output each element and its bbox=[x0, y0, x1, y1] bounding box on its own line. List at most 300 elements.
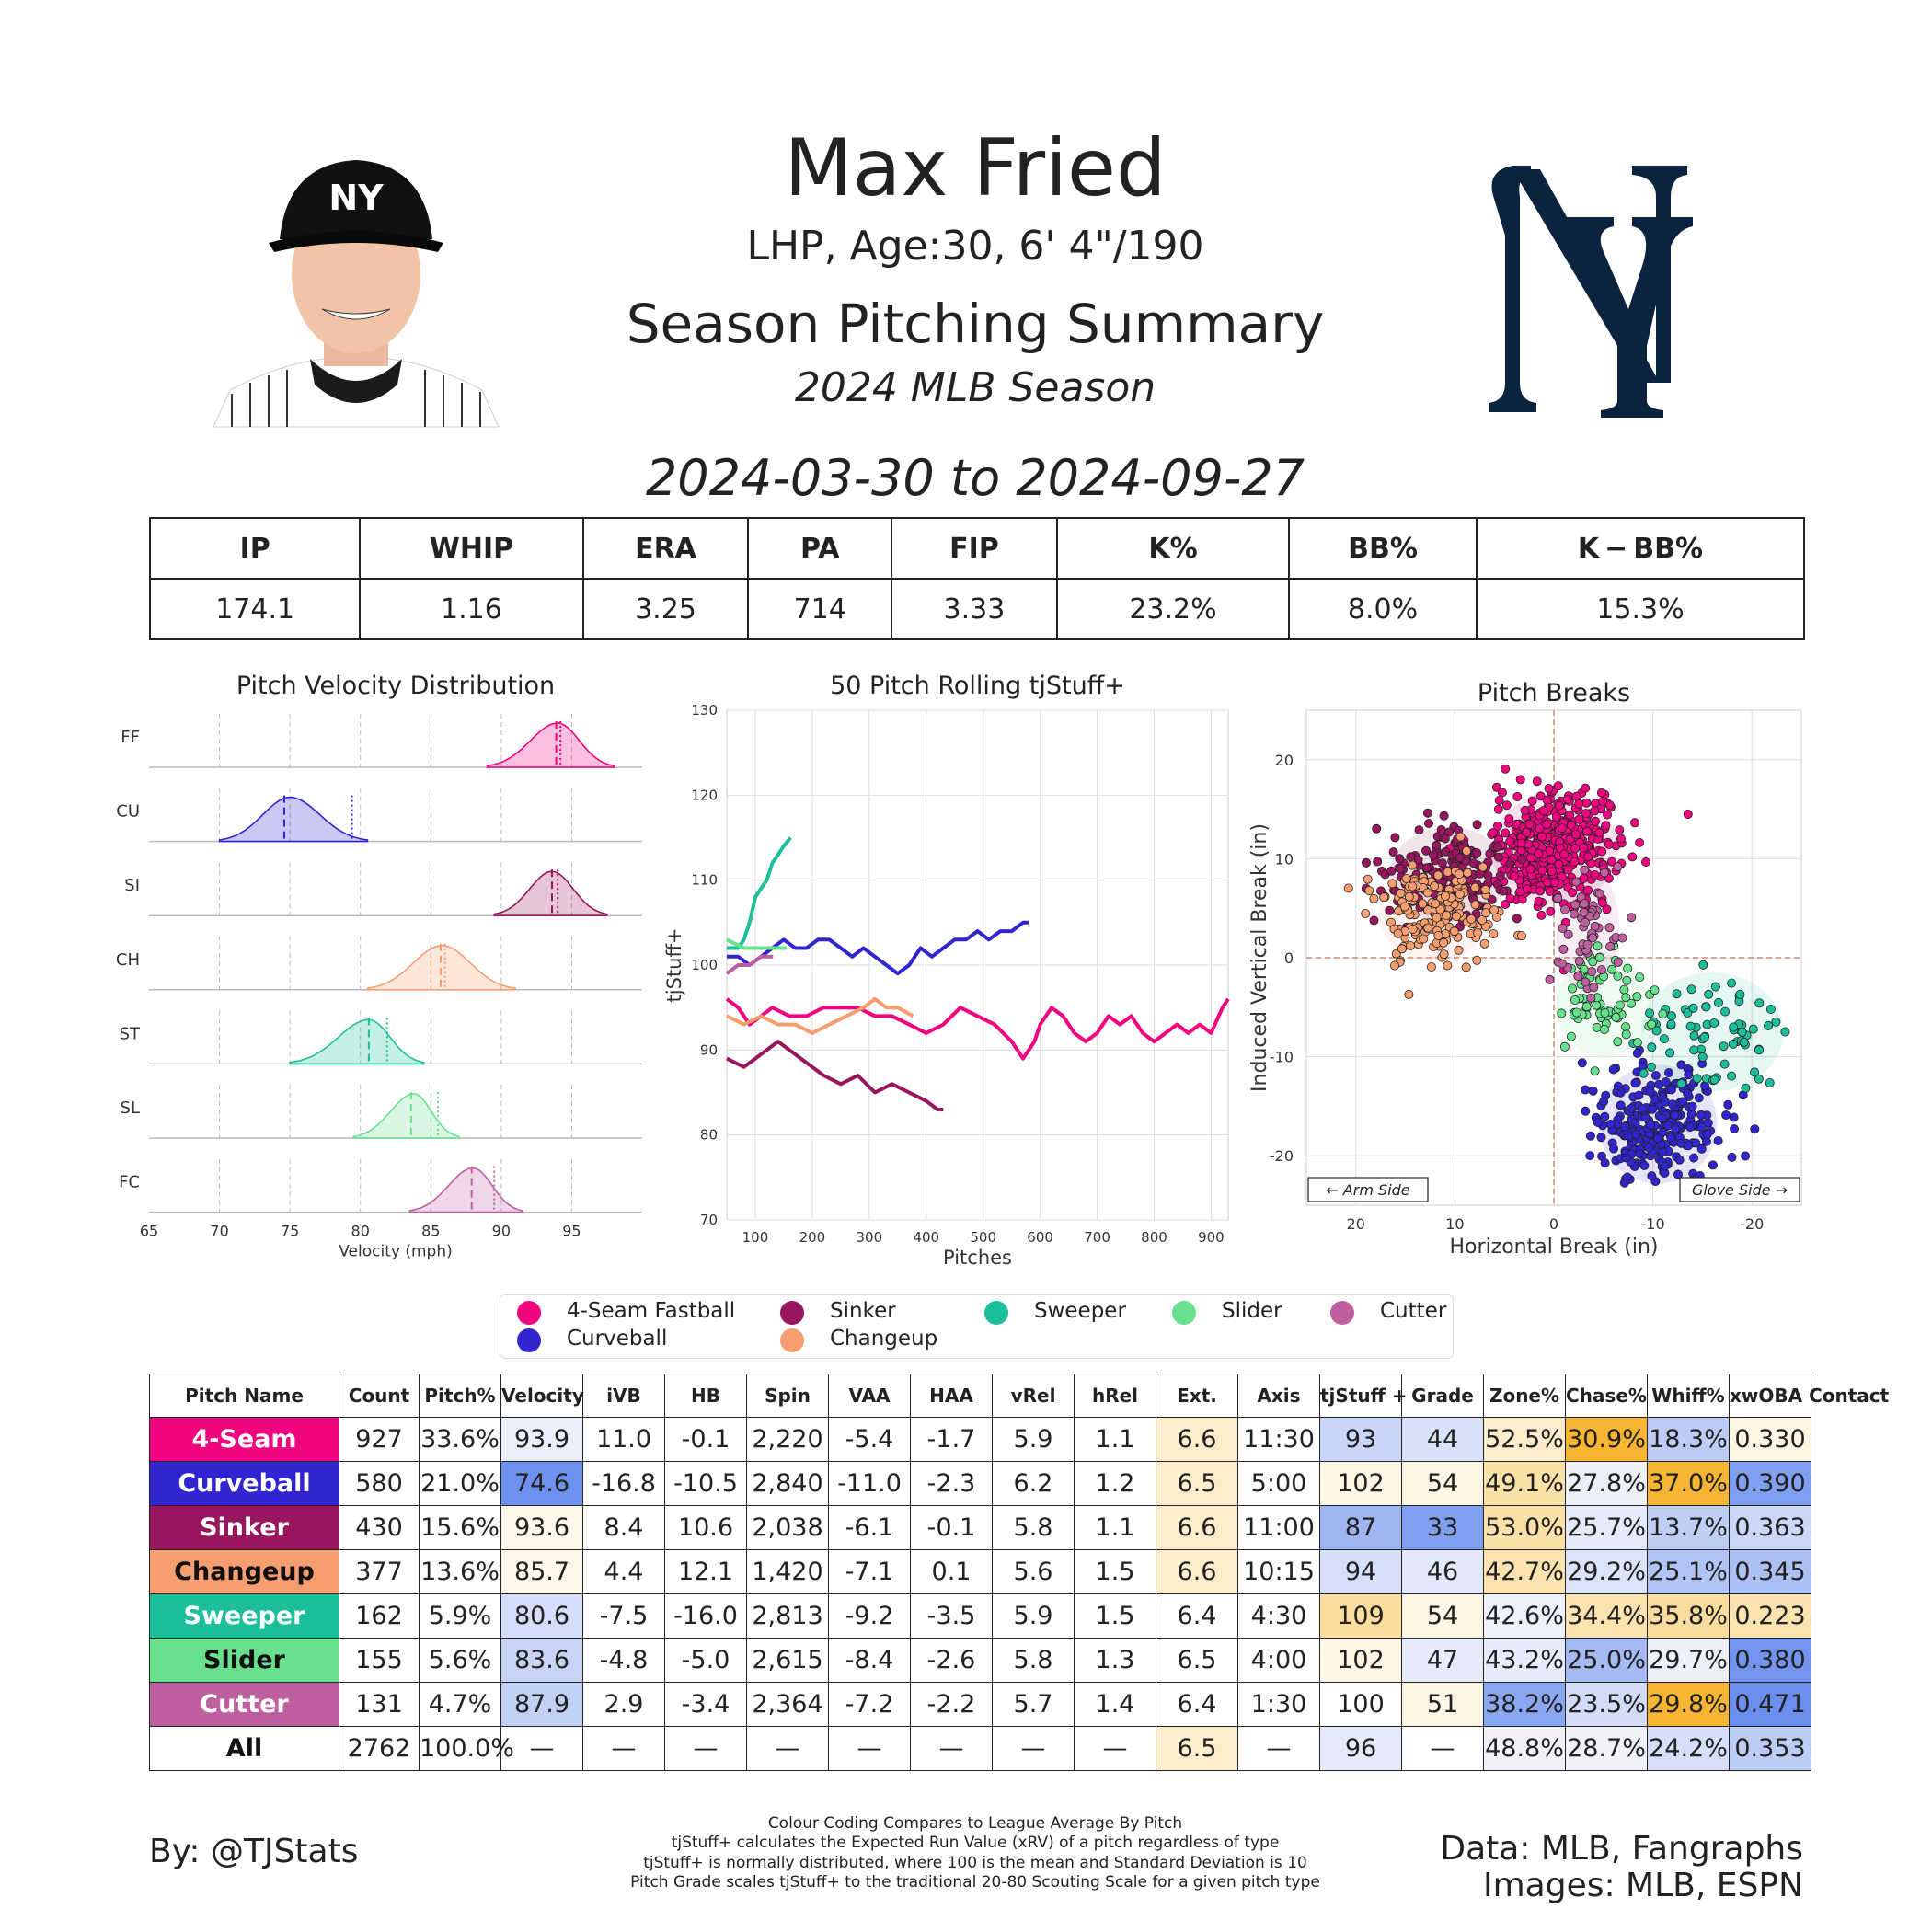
pitch-point bbox=[1409, 861, 1417, 869]
x-axis-label: Pitches bbox=[943, 1247, 1012, 1269]
x-tick-label: -10 bbox=[1640, 1215, 1665, 1233]
pitch-point bbox=[1473, 849, 1481, 857]
pitch-point bbox=[1568, 984, 1576, 993]
pitch-metric-cell: -1.7 bbox=[911, 1418, 993, 1462]
pitch-point bbox=[1695, 1094, 1703, 1102]
y-tick-label: 110 bbox=[691, 871, 718, 889]
pitch-metric-cell: 6.6 bbox=[1156, 1550, 1238, 1594]
pitch-point bbox=[1587, 994, 1595, 1002]
x-tick-label: 80 bbox=[351, 1222, 370, 1240]
pitch-point bbox=[1623, 976, 1631, 984]
pitch-metric-cell: 54 bbox=[1402, 1462, 1484, 1506]
chart-title: Pitch Breaks bbox=[1477, 679, 1631, 707]
pitch-metric-cell: 162 bbox=[339, 1594, 420, 1639]
pitch-point bbox=[1441, 834, 1449, 843]
pitch-point bbox=[1633, 993, 1641, 1001]
pitch-point bbox=[1696, 1110, 1705, 1119]
pitch-point bbox=[1456, 833, 1465, 841]
pitch-metric-cell: 29.2% bbox=[1566, 1550, 1648, 1594]
pitch-metric-cell: -2.2 bbox=[911, 1683, 993, 1727]
pitch-point bbox=[1730, 1124, 1738, 1133]
pitch-point bbox=[1578, 1059, 1586, 1067]
stat-value: 174.1 bbox=[150, 579, 360, 639]
pitch-point bbox=[1501, 765, 1510, 773]
pitch-point bbox=[1437, 825, 1445, 834]
pitch-point bbox=[1631, 1079, 1639, 1087]
pitch-point bbox=[1593, 942, 1602, 950]
author-credit: By: @TJStats bbox=[149, 1833, 359, 1870]
pitch-point bbox=[1659, 1148, 1667, 1156]
pitch-table-header-cell: vRel bbox=[993, 1374, 1075, 1418]
pitch-point bbox=[1698, 1052, 1707, 1061]
pitch-point bbox=[1586, 1152, 1594, 1160]
pitch-point bbox=[1628, 853, 1637, 861]
pitch-metric-cell: 6.5 bbox=[1156, 1727, 1238, 1771]
pitch-table-header-cell: Axis bbox=[1238, 1374, 1320, 1418]
pitch-point bbox=[1389, 848, 1397, 857]
pitch-point bbox=[1547, 907, 1555, 915]
pitch-point bbox=[1751, 1125, 1759, 1133]
pitch-point bbox=[1387, 867, 1396, 875]
stat-header: PA bbox=[748, 518, 891, 579]
pitch-metric-cell: 11.0 bbox=[583, 1418, 665, 1462]
pitch-point bbox=[1466, 876, 1474, 884]
pitch-metric-cell: 11:00 bbox=[1238, 1506, 1320, 1550]
pitch-breaks-chart bbox=[1233, 662, 1822, 1270]
pitch-point bbox=[1766, 1005, 1775, 1013]
pitch-point bbox=[1493, 843, 1501, 851]
pitch-table-header-cell: VAA bbox=[829, 1374, 911, 1418]
pitch-point bbox=[1397, 889, 1405, 897]
pitch-point bbox=[1517, 839, 1525, 847]
pitch-metric-cell: 8.4 bbox=[583, 1506, 665, 1550]
pitch-point bbox=[1668, 1100, 1676, 1109]
pitch-point bbox=[1558, 960, 1566, 968]
pitch-point bbox=[1455, 854, 1464, 862]
pitch-metric-cell: 430 bbox=[339, 1506, 420, 1550]
pitch-point bbox=[1714, 998, 1722, 1006]
pitch-point bbox=[1658, 1114, 1666, 1122]
pitch-point bbox=[1690, 1154, 1698, 1162]
pitch-table-row bbox=[150, 1418, 1811, 1462]
pitch-metric-cell: -2.6 bbox=[911, 1639, 993, 1683]
pitch-point bbox=[1586, 1132, 1594, 1140]
pitch-point bbox=[1489, 929, 1498, 937]
pitch-name-cell: Slider bbox=[150, 1639, 339, 1683]
pitch-point bbox=[1765, 1078, 1774, 1087]
y-tick-label: 70 bbox=[699, 1212, 718, 1228]
pitch-metric-cell: 47 bbox=[1402, 1639, 1484, 1683]
pitch-metric-cell: 5.9 bbox=[993, 1594, 1075, 1639]
pitch-metric-cell: — bbox=[829, 1727, 911, 1771]
pitch-point bbox=[1502, 801, 1511, 810]
pitch-point bbox=[1575, 815, 1583, 823]
pitch-point bbox=[1666, 1049, 1674, 1057]
pitch-point bbox=[1641, 857, 1650, 866]
y-tick-label: 120 bbox=[691, 787, 718, 804]
pitch-point bbox=[1591, 1067, 1599, 1075]
pitch-point bbox=[1432, 900, 1440, 908]
pitch-metric-cell: 102 bbox=[1320, 1462, 1402, 1506]
pitch-point bbox=[1584, 853, 1593, 861]
pitch-metric-cell: 48.8% bbox=[1484, 1727, 1566, 1771]
pitch-point bbox=[1516, 776, 1524, 784]
pitch-metric-cell: 5.9% bbox=[420, 1594, 501, 1639]
x-tick-label: 0 bbox=[1548, 1215, 1559, 1233]
pitch-point bbox=[1563, 795, 1571, 803]
pitch-name-cell: Curveball bbox=[150, 1462, 339, 1506]
footnote: tjStuff+ is normally distributed, where 100 is the mean and Standard Deviation is 10 bbox=[643, 1853, 1307, 1872]
pitch-metric-cell: -16.8 bbox=[583, 1462, 665, 1506]
pitch-table-header-cell: hRel bbox=[1075, 1374, 1156, 1418]
pitch-metric-cell: 74.6 bbox=[501, 1462, 583, 1506]
team-logo bbox=[1476, 153, 1715, 420]
pitch-metric-cell: — bbox=[1402, 1727, 1484, 1771]
y-tick-label: 100 bbox=[691, 957, 718, 973]
pitch-metric-cell: -7.5 bbox=[583, 1594, 665, 1639]
arm-side-label: ← Arm Side bbox=[1326, 1181, 1410, 1199]
pitch-table-header-cell: xwOBA Contact bbox=[1730, 1374, 1811, 1418]
x-tick-label: 700 bbox=[1084, 1229, 1110, 1246]
pitch-name-cell: Changeup bbox=[150, 1550, 339, 1594]
pitch-point bbox=[1572, 792, 1581, 800]
pitch-point bbox=[1649, 1105, 1657, 1113]
legend-swatch bbox=[517, 1301, 541, 1325]
pitch-point bbox=[1581, 918, 1589, 926]
x-tick-label: 300 bbox=[856, 1229, 883, 1246]
player-headshot bbox=[213, 155, 499, 427]
pitch-metric-cell: 131 bbox=[339, 1683, 420, 1727]
pitch-point bbox=[1580, 908, 1588, 916]
stat-value: 23.2% bbox=[1057, 579, 1289, 639]
pitch-point bbox=[1622, 1154, 1630, 1162]
pitch-metric-cell: 5:00 bbox=[1238, 1462, 1320, 1506]
pitch-metric-cell: — bbox=[1238, 1727, 1320, 1771]
pitch-metric-cell: — bbox=[501, 1727, 583, 1771]
pitch-metric-cell: 21.0% bbox=[420, 1462, 501, 1506]
pitch-table-row bbox=[150, 1506, 1811, 1550]
density-curve bbox=[353, 1094, 459, 1138]
pitch-point bbox=[1570, 910, 1578, 918]
pitch-table-header-cell: Pitch% bbox=[420, 1374, 501, 1418]
cluster-ellipse bbox=[1641, 972, 1784, 1091]
pitch-metric-cell: — bbox=[665, 1727, 747, 1771]
pitch-point bbox=[1480, 939, 1489, 948]
footnote: Colour Coding Compares to League Average By Pitch bbox=[767, 1814, 1183, 1833]
pitch-point bbox=[1614, 1038, 1622, 1046]
pitch-point bbox=[1558, 824, 1566, 833]
pitch-point bbox=[1633, 1049, 1641, 1057]
pitch-point bbox=[1730, 1113, 1738, 1121]
x-tick-label: 95 bbox=[562, 1222, 581, 1240]
pitch-metric-cell: 10.6 bbox=[665, 1506, 747, 1550]
pitch-point bbox=[1711, 983, 1719, 991]
y-tick-label: 130 bbox=[691, 702, 718, 719]
pitch-metric-cell: 25.7% bbox=[1566, 1506, 1648, 1550]
pitch-point bbox=[1539, 807, 1547, 815]
pitch-point bbox=[1581, 810, 1590, 818]
pitch-point bbox=[1570, 995, 1579, 1004]
pitch-metric-cell: 11:30 bbox=[1238, 1418, 1320, 1462]
y-tick-label: 90 bbox=[699, 1041, 718, 1059]
pitch-metric-cell: -0.1 bbox=[911, 1506, 993, 1550]
stat-header: FIP bbox=[891, 518, 1057, 579]
pitch-metric-cell: 2,220 bbox=[747, 1418, 829, 1462]
pitch-point bbox=[1673, 990, 1681, 998]
pitch-point bbox=[1646, 1009, 1654, 1018]
pitch-metric-cell: 29.8% bbox=[1648, 1683, 1730, 1727]
pitch-point bbox=[1523, 885, 1531, 893]
pitch-point bbox=[1406, 941, 1414, 949]
legend-label: Changeup bbox=[830, 1327, 938, 1351]
pitch-point bbox=[1624, 964, 1632, 972]
pitch-point bbox=[1391, 834, 1399, 842]
pitch-metric-cell: 15.6% bbox=[420, 1506, 501, 1550]
pitch-point bbox=[1374, 857, 1382, 866]
pitch-point bbox=[1686, 1022, 1695, 1030]
pitch-point bbox=[1595, 890, 1604, 898]
y-axis-label: Induced Vertical Break (in) bbox=[1248, 823, 1271, 1092]
pitch-metric-cell: 2.9 bbox=[583, 1683, 665, 1727]
pitch-point bbox=[1765, 1021, 1773, 1029]
pitch-metric-cell: 37.0% bbox=[1648, 1462, 1730, 1506]
pitch-point bbox=[1600, 868, 1608, 877]
pitch-point bbox=[1612, 1013, 1620, 1021]
x-tick-label: -20 bbox=[1740, 1215, 1765, 1233]
pitch-point bbox=[1424, 819, 1432, 827]
pitch-point bbox=[1537, 833, 1546, 841]
pitch-point bbox=[1614, 958, 1622, 966]
pitch-metric-cell: 4:00 bbox=[1238, 1639, 1320, 1683]
y-tick-label: 10 bbox=[1274, 850, 1294, 868]
pitch-point bbox=[1616, 826, 1624, 834]
pitch-point bbox=[1661, 1162, 1669, 1170]
pitch-point bbox=[1589, 1087, 1597, 1095]
density-curve bbox=[488, 723, 615, 767]
pitch-point bbox=[1517, 932, 1525, 940]
pitch-metric-cell: 51 bbox=[1402, 1683, 1484, 1727]
pitch-metric-cell: 2,840 bbox=[747, 1462, 829, 1506]
pitch-table-row bbox=[150, 1594, 1811, 1639]
pitch-metric-cell: — bbox=[747, 1727, 829, 1771]
pitch-point bbox=[1409, 925, 1417, 933]
pitch-point bbox=[1720, 1060, 1729, 1068]
pitch-point bbox=[1671, 1111, 1679, 1120]
pitch-table-header-cell: Spin bbox=[747, 1374, 829, 1418]
pitch-point bbox=[1380, 893, 1388, 902]
pitch-point bbox=[1597, 788, 1605, 797]
pitch-metric-cell: — bbox=[1075, 1727, 1156, 1771]
pitch-metric-cell: 1.3 bbox=[1075, 1639, 1156, 1683]
pitch-point bbox=[1429, 851, 1437, 859]
pitch-metric-cell: 44 bbox=[1402, 1418, 1484, 1462]
date-range: 2024-03-30 to 2024-09-27 bbox=[645, 449, 1305, 507]
pitch-point bbox=[1569, 889, 1577, 897]
pitch-metric-cell: 2,813 bbox=[747, 1594, 829, 1639]
pitch-metric-cell: 12.1 bbox=[665, 1550, 747, 1594]
pitch-metric-cell: 93.6 bbox=[501, 1506, 583, 1550]
pitch-point bbox=[1601, 1112, 1609, 1121]
pitch-point bbox=[1693, 1075, 1701, 1083]
pitch-metric-cell: 1.5 bbox=[1075, 1594, 1156, 1639]
pitch-point bbox=[1494, 853, 1502, 861]
pitch-point bbox=[1742, 1084, 1750, 1092]
pitch-metric-cell: 6.5 bbox=[1156, 1462, 1238, 1506]
pitch-point bbox=[1754, 1046, 1763, 1054]
pitch-point bbox=[1632, 1130, 1640, 1138]
row-label: SL bbox=[120, 1098, 140, 1118]
pitch-point bbox=[1614, 863, 1622, 871]
chart-title: 50 Pitch Rolling tjStuff+ bbox=[830, 672, 1125, 700]
pitch-metric-cell: -7.1 bbox=[829, 1550, 911, 1594]
pitch-metric-cell: 2,364 bbox=[747, 1683, 829, 1727]
pitch-point bbox=[1675, 1156, 1684, 1164]
x-tick-label: 100 bbox=[742, 1229, 769, 1246]
pitch-point bbox=[1606, 1120, 1615, 1128]
pitch-point bbox=[1582, 1003, 1591, 1011]
row-label: SI bbox=[124, 876, 140, 896]
legend-swatch bbox=[1172, 1301, 1196, 1325]
pitch-point bbox=[1636, 973, 1644, 982]
pitch-point bbox=[1740, 1038, 1748, 1046]
y-tick-label: 80 bbox=[699, 1126, 718, 1144]
pitch-point bbox=[1409, 882, 1417, 891]
pitch-name-cell: Cutter bbox=[150, 1683, 339, 1727]
pitch-point bbox=[1667, 1086, 1675, 1094]
pitch-point bbox=[1386, 906, 1394, 914]
pitch-metric-cell: 46 bbox=[1402, 1550, 1484, 1594]
pitch-metric-cell: -16.0 bbox=[665, 1594, 747, 1639]
pitch-point bbox=[1606, 942, 1615, 950]
pitch-point bbox=[1591, 807, 1599, 815]
pitch-point bbox=[1572, 1008, 1581, 1017]
pitch-point bbox=[1567, 821, 1575, 829]
pitch-metric-cell: 0.345 bbox=[1730, 1550, 1811, 1594]
pitch-point bbox=[1523, 828, 1531, 836]
pitch-table-header-cell: Grade bbox=[1402, 1374, 1484, 1418]
stat-value: 15.3% bbox=[1477, 579, 1804, 639]
pitch-metric-cell: 6.4 bbox=[1156, 1594, 1238, 1639]
pitch-metric-cell: 580 bbox=[339, 1462, 420, 1506]
pitch-point bbox=[1545, 784, 1553, 792]
pitch-metrics-table bbox=[149, 1374, 1890, 1771]
pitch-table-row bbox=[150, 1550, 1811, 1594]
summary-stat-table bbox=[149, 517, 1805, 640]
stat-header: ERA bbox=[583, 518, 749, 579]
pitch-point bbox=[1623, 1173, 1631, 1181]
pitch-table-row bbox=[150, 1727, 1811, 1771]
pitch-point bbox=[1646, 1087, 1654, 1096]
pitch-metric-cell: 0.223 bbox=[1730, 1594, 1811, 1639]
pitch-metric-cell: 13.7% bbox=[1648, 1506, 1730, 1550]
pitch-point bbox=[1362, 858, 1370, 867]
pitch-metric-cell: -3.4 bbox=[665, 1683, 747, 1727]
pitch-point bbox=[1420, 935, 1428, 943]
row-label: ST bbox=[119, 1024, 140, 1044]
pitch-point bbox=[1640, 1161, 1649, 1169]
pitch-point bbox=[1506, 837, 1514, 845]
pitch-point bbox=[1659, 1010, 1667, 1018]
pitch-metric-cell: 5.8 bbox=[993, 1506, 1075, 1550]
pitch-name-cell: Sinker bbox=[150, 1506, 339, 1550]
pitch-point bbox=[1687, 985, 1696, 994]
x-tick-label: 800 bbox=[1141, 1229, 1167, 1246]
pitch-point bbox=[1595, 953, 1604, 961]
pitch-point bbox=[1581, 900, 1589, 908]
pitch-point bbox=[1495, 796, 1503, 804]
pitch-metric-cell: 6.6 bbox=[1156, 1506, 1238, 1550]
legend-label: Cutter bbox=[1380, 1299, 1447, 1323]
pitch-point bbox=[1571, 845, 1580, 853]
pitch-point bbox=[1591, 870, 1599, 879]
pitch-legend bbox=[500, 1294, 1454, 1359]
legend-swatch bbox=[780, 1301, 804, 1325]
legend-label: 4-Seam Fastball bbox=[567, 1299, 736, 1323]
pitch-metric-cell: 1.1 bbox=[1075, 1418, 1156, 1462]
pitch-point bbox=[1537, 911, 1546, 919]
pitch-metric-cell: 6.4 bbox=[1156, 1683, 1238, 1727]
pitch-metric-cell: 4.4 bbox=[583, 1550, 665, 1594]
pitch-table-header-cell: iVB bbox=[583, 1374, 665, 1418]
pitch-table-header-cell: HAA bbox=[911, 1374, 993, 1418]
pitch-metric-cell: 1.4 bbox=[1075, 1683, 1156, 1727]
pitch-point bbox=[1390, 961, 1398, 970]
pitch-point bbox=[1677, 1061, 1685, 1069]
pitch-point bbox=[1702, 1003, 1710, 1011]
pitch-point bbox=[1394, 929, 1402, 937]
pitch-point bbox=[1598, 899, 1606, 907]
pitch-point bbox=[1440, 938, 1448, 947]
pitch-point bbox=[1582, 799, 1591, 807]
pitch-table-header-cell: tjStuff + bbox=[1320, 1374, 1402, 1418]
pitch-table-header-cell: HB bbox=[665, 1374, 747, 1418]
pitch-point bbox=[1498, 788, 1506, 797]
pitch-point bbox=[1499, 887, 1507, 895]
pitch-point bbox=[1489, 829, 1497, 837]
pitch-metric-cell: 87.9 bbox=[501, 1683, 583, 1727]
pitch-point bbox=[1705, 990, 1713, 998]
pitch-point bbox=[1697, 1123, 1706, 1132]
pitch-table-header-cell: Pitch Name bbox=[150, 1374, 339, 1418]
pitch-metric-cell: -4.8 bbox=[583, 1639, 665, 1683]
pitch-point bbox=[1600, 1098, 1608, 1106]
pitch-metric-cell: 4.7% bbox=[420, 1683, 501, 1727]
pitch-point bbox=[1755, 999, 1764, 1007]
pitch-point bbox=[1730, 1023, 1738, 1031]
pitch-metric-cell: 18.3% bbox=[1648, 1418, 1730, 1462]
row-label: CH bbox=[115, 949, 140, 970]
pitch-metric-cell: 33.6% bbox=[420, 1418, 501, 1462]
legend-swatch bbox=[517, 1328, 541, 1352]
pitch-point bbox=[1397, 945, 1406, 953]
pitch-point bbox=[1405, 990, 1413, 998]
pitch-point bbox=[1505, 815, 1513, 823]
pitch-metric-cell: 5.9 bbox=[993, 1418, 1075, 1462]
pitch-metric-cell: 13.6% bbox=[420, 1550, 501, 1594]
pitch-point bbox=[1471, 883, 1479, 891]
pitch-metric-cell: 43.2% bbox=[1484, 1639, 1566, 1683]
pitch-point bbox=[1729, 1040, 1737, 1048]
pitch-point bbox=[1633, 1039, 1641, 1047]
pitch-table-header-cell: Zone% bbox=[1484, 1374, 1566, 1418]
pitch-metric-cell: 1.1 bbox=[1075, 1506, 1156, 1550]
pitch-point bbox=[1622, 1030, 1630, 1039]
pitch-metric-cell: 24.2% bbox=[1648, 1727, 1730, 1771]
pitch-point bbox=[1455, 890, 1464, 898]
pitch-point bbox=[1463, 846, 1471, 855]
pitch-metric-cell: 0.330 bbox=[1730, 1418, 1811, 1462]
pitch-point bbox=[1362, 909, 1370, 917]
